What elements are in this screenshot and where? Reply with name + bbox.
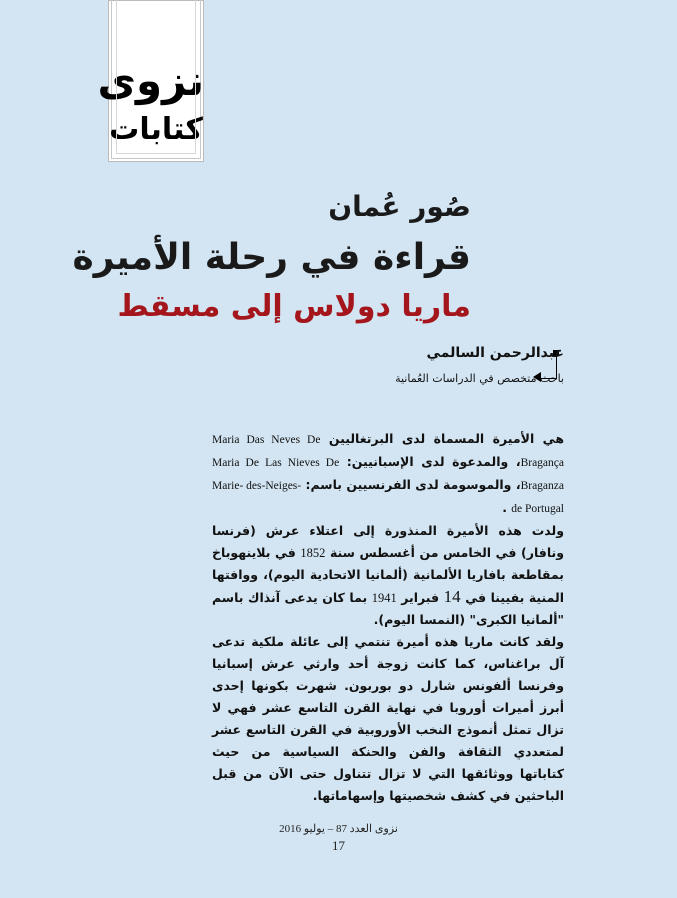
article-subtitle: ماريا دولاس إلى مسقط (117, 289, 471, 324)
section-tab (97, 0, 204, 162)
article-title: قراءة في رحلة الأميرة (72, 237, 471, 278)
series-title: صُور عُمان (328, 190, 471, 223)
paragraph: هي الأميرة المسماة لدى البرتغاليين Maria Das Neves De Bragança، والمدعوة لدى الإسبانيين: Maria De Las Nieves De Braganza، والموسومة لدى الفرنسيين باسم: Marie- des-Neiges-de Portugal . (212, 431, 565, 515)
section-label: كتابات (109, 112, 203, 147)
author-role: باحث متخصص في الدراسات العُمانية (395, 372, 564, 385)
paragraph: ولقد كانت ماريا هذه أميرة تنتمي إلى عائلة ملكية تدعى آل براغناس، كما كانت زوجة أحد وارثي عرش إسبانيا وفرنسا ألفونس شارل دو بوربون. شهرت بكونها إحدى أبرز أميرات أوروبا في نهاية القرن التاسع عشر فهي لا تزال تمثل أنموذج النخب الأوروبية في القرن التاسع عشر لمتعددي الثقافة والفن والحنكة السياسية من حيث كتاباتها ووثائقها التي لا تزال تتناول حتى الآن من قبل الباحثين في كشف شخصيتها وإسهاماتها. (212, 634, 564, 803)
magazine-logo: نزوى (97, 56, 204, 105)
paragraph: ولدت هذه الأميرة المنذورة إلى اعتلاء عرش (فرنسا ونافار) في الخامس من أغسطس سنة 1852 في بلاينهوباخ بمقاطعة بافاريا الألمانية (ألمانيا الاتحادية اليوم)، ووافتها المنية بفيينا في 14 فبراير 1941 بما كان يدعى آنذاك باسم "ألمانيا الكبرى" (النمسا اليوم). (212, 523, 564, 627)
page-number: 17 (332, 838, 345, 853)
issue-info: نزوى العدد 87 – يوليو 2016 (279, 823, 398, 835)
author-name: عبدالرحمن السالمي (426, 345, 564, 361)
article-body (212, 428, 564, 807)
